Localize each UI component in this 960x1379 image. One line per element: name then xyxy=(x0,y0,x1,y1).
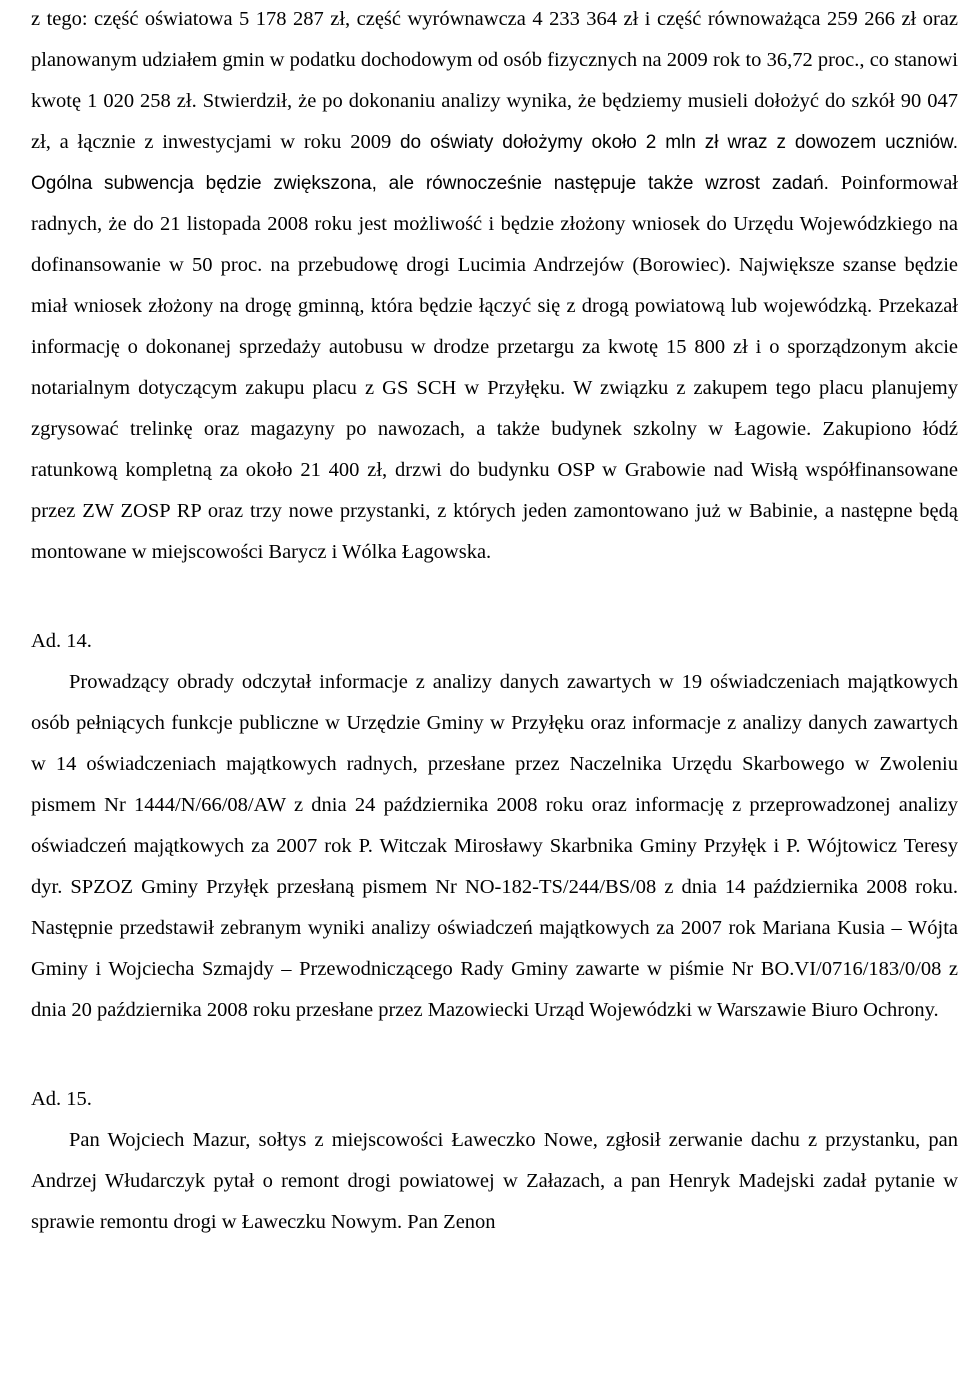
paragraph-budget-report xyxy=(31,0,958,573)
paragraph-budget-report-run-2: Stwierdził, że po dokonaniu analizy wynika, że będziemy musieli dołożyć do szkół 90 047 zł, a łącznie z inwestycjami w roku 2009 xyxy=(31,90,959,153)
paragraph-asset-declarations: Prowadzący obrady odczytał informacje z analizy danych zawartych w 19 oświadczeniach majątkowych osób pełniących funkcje publiczne w Urzędzie Gminy w Przyłęku oraz informacje z analizy danych zawartych w 14 oświadczeniach majątkowych radnych, przesłane przez Naczelnika Urzędu Skarbowego w Zwoleniu pismem Nr 1444/N/66/08/AW z dnia 24 października 2008 roku oraz informację z przeprowadzonej analizy oświadczeń majątkowych za 2007 rok P. Witczak Mirosławy Skarbnika Gminy Przyłęk i P. Wójtowicz Teresy dyr. SPZOZ Gminy Przyłęk przesłaną pismem Nr NO-182-TS/244/BS/08 z dnia 14 października 2008 roku. Następnie przedstawił zebranym wyniki analizy oświadczeń majątkowych za 2007 rok Mariana Kusia – Wójta Gminy i Wojciecha Szmajdy – Przewodniczącego Rady Gminy zawarte w piśmie Nr BO.VI/0716/183/0/08 z dnia 20 października 2008 roku przesłane przez Mazowiecki Urząd Wojewódzki w Warszawie Biuro Ochrony. xyxy=(31,671,958,1021)
section-heading-ad-15: Ad. 15. xyxy=(31,1088,92,1110)
section-heading-ad-14: Ad. 14. xyxy=(31,630,92,652)
paragraph-budget-report-run-1: z tego: część oświatowa 5 178 287 zł, część wyrównawcza 4 233 364 zł i część równoważąca 259 266 zł oraz planowanym udziałem gmin w podatku dochodowym od osób fizycznych na 2009 rok to 36,72 proc., co stanowi kwotę 1 020 258 zł. xyxy=(31,8,958,112)
paragraph-residents-questions: Pan Wojciech Mazur, sołtys z miejscowości Ławeczko Nowe, zgłosił zerwanie dachu z przystanku, pan Andrzej Włudarczyk pytał o remont drogi powiatowej w Załazach, a pan Henryk Madejski zadał pytanie w sprawie remontu drogi w Ławeczku Nowym. Pan Zenon xyxy=(31,1129,958,1233)
paragraph-budget-report-run-3: do oświaty dołożymy około 2 mln zł wraz z dowozem uczniów. Ogólna subwencja będzie zwiększona, ale równocześnie następuje także wzrost zadań. xyxy=(31,132,958,194)
document-page xyxy=(31,0,958,1243)
paragraph-budget-report-run-4: Poinformował radnych, że do 21 listopada 2008 roku jest możliwość i będzie złożony wniosek do Urzędu Wojewódzkiego na dofinansowanie w 50 proc. na przebudowę drogi Lucimia Andrzejów (Borowiec). Największe szanse będzie miał wniosek złożony na drogę gminną, która będzie łączyć się z drogą powiatową lub wojewódzką. Przekazał informację o dokonanej sprzedaży autobusu w drodze przetargu za kwotę 15 800 zł i o sporządzonym akcie notarialnym dotyczącym zakupu placu z GS SCH w Przyłęku. W związku z zakupem tego placu planujemy zgrysować trelinkę oraz magazyny po nawozach, a także budynek szkolny w Łagowie. Zakupiono łódź ratunkową kompletną za około 21 400 zł, drzwi do budynku OSP w Grabowie nad Wisłą współfinansowane przez ZW ZOSP RP oraz trzy nowe przystanki, z których jeden zamontowano już w Babinie, a następne będą montowane w miejscowości Barycz i Wólka Łagowska. xyxy=(31,172,958,563)
